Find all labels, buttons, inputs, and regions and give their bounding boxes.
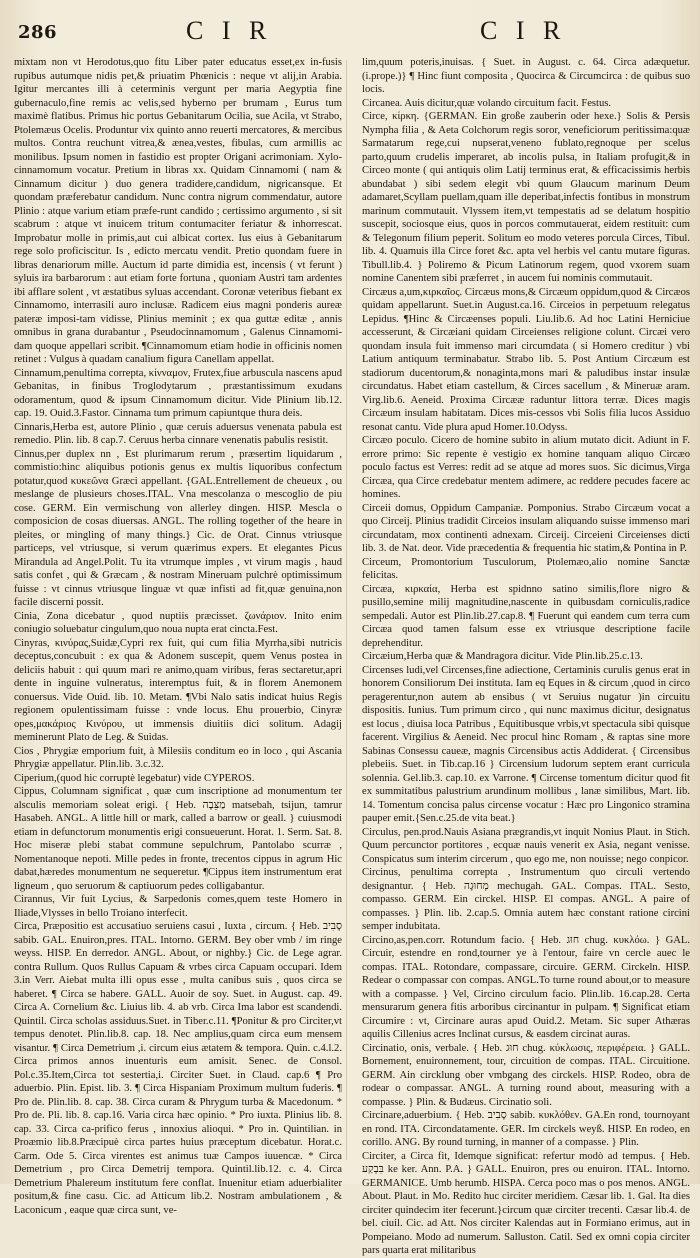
dictionary-entry: Cios , Phrygiæ emporium fuit, à Milesiis conditum eo in loco , qui Ascania Phrygiæ appellatur. Plin.lib. 3.c.32.: [14, 745, 342, 770]
dictionary-entry: Circinare,aduerbium. { Heb. סָבִיב sabib. κυκλόθεν. GA.En rond, tournoyant en rond. ITA. Circondatamente. GER. Im circkels weyß. HISP. En rodeo, en corillo. ANG. By round turning, in manner of a compasse. } Plin.: [362, 1110, 690, 1148]
running-head-left: C I R: [186, 16, 273, 45]
dictionary-entry: Circenses ludi,vel Circenses,fine adiectione, Certaminis curulis genus erat in honorem Consiliorum Dei instituta. Iam eq Eques in & circum ,quod in circo peragerentur,non autem ab ensibus ( vt Seruius nugatur )in circuitu dispositis. Iunius. Tum primum circo , qui nunc maximus dicitur, designatus est locus , diuisa loca Patribus , Equitibusque vrbis,vt spectacula sibi quisque facerent. Virgilius & Aeneid. Nec procul hinc Romam , & raptas sine more Sabinas Consessu caueæ, magnis Circensibus actis Addiderat. { Circensibus plebeiis. Suet. in Tib.cap.16 } Circensium ludorum septem erant curricula solennia. Gel.lib.3. cap.10. ex Varrone. ¶ Circense tomentum dicitur quod fit ex summitatibus palustrium arundinum mollibus , lanæ similibus, Mart. lib. 14. Tomentum concisa palus circense vocatur : Hæc pro Lingonico stramina pauper emit.{Sen.c.25.de vita beat.}: [362, 664, 690, 824]
dictionary-entry: Cippus, Columnam significat , quæ cum inscriptione ad monumentum ter alsculis memoriam soleat erigi. { Heb. מַצֵּבָה matsebah, tsijun, tamrur Hasabeh. ANGL. A little hill or mark, called a barrow or geall. } cuiusmodi etiam in defunctorum monumentis erigi consueuerunt. Horat. 1. Serm. Sat. 8. Hoc miseræ plebi stabat commune sepulchrum, Pantolabo scurræ , Nomentanoque nepoti. Mille pedes in fronte, trecentos cippus in agrum Hic dabat,hæredes monumentum ne sequeretur. ¶Cippus item instrumentum erat ligneum , quo seruorum & captiuorum pedes colligabantur.: [14, 786, 342, 892]
dictionary-entry: Circe, κίρκη. {GERMAN. Ein große zauberin oder hexe.} Solis & Persis Nympha filia , & Aeta Colchorum regis soror, veneficiorum peritissima:quæ Sarmatarum rege,cui nupserat,veneno fublato,regnoque per scelus parto,quum crudelis imperaret, ab incolis pulsa, in Italiam profugit,& in Circeo monte ( qui antiquis olim Latij terminus erat, & efficacissimis herbis abundabat ) sibi sedem elegit vbi quum Glaucum marinum Deum adamaret,Scyllam puellam,quam ille deperibat,infectis fontibus in monstrum marinum commutauit. Vlyssem item,vt tempestatis ad se delatum hospitio suscepit, sociosque eius, quos in porcos commutauerat, eidem restituit: cum & Telegonum filium peperit. Solitum eo modo veteres porcula Circes, Tibul. lib. 4. Quamuis illa Circe foret &c. apta vel herbis vel cantu mutare figuras. Tibull.lib.4. } Poliremo & Picum Latinorum regem, quod vxorem suam nomine Canentem sibi præferret , in aucem fui nominis commutauit.: [362, 111, 690, 284]
dictionary-entry: Circa, Præpositio est accusatiuo seruiens casui , Iuxta , circum. { Heb. סָבִיב sabib. GAL. Enuiron,pres. ITAL. Intorno. GERM. Bey ober vmb / im ringe weyss. HISP. En derredor. ANGL. About, or nighby.} Cic. de Lege agrar. contra Rullum. Quos Rullus Capuam & vrbes circa Capuam occupari. Idem 3.in Verr. Aiebat multa illi opus esse , multa canibus suis , quos circa se haberet. ¶ Circa se habere. GALL. Auoir de soy. Suet. in August. cap. 49. Circa A. Cornelium &c. Liuius lib. 4. ab vrb. Circa Ima labor est scandendi. Quintil. Circa scholas assiduus.Suet. in Tiber.c.11. ¶Ponitur & pro Circiter,vt tempus denotet. Plin.lib.8. cap. 18. Nec amplius,quam circa eum mensem visantur. ¶ Circa Demetrium ,i. circum eius ætatem & tempora. Quin. c.4.l.2. Circa primos annos inuenturis eum amisit. Senec. de Consol. Pol.c.35.Item,Circa tot sestertia,i. Circiter Suet. in Claud. cap.6 ¶ Pro aduerbio. Plin. Epist. lib. 3. ¶ Circa Hispaniam Proximum multum fuderis. ¶ Pro de. Plin.lib. 8. cap. 38. Circa curam & Phrygum turba & Macedonum. * Pro de. Pli. lib. 8. cap.16. Varia circa hæc opinio. * Pro iuxta. Plinius lib. 8. cap. 33. Circa ca-prifico ferus , innoxius alioqui. * Pro in. Quintilian. in Proæmio lib.8.Præcipuè circa partes huius præceptum dicebatur. Horat.c. Carm. Ode 5. Circa virentes est animus tuæ Campos iuuencæ. * Circa Demetrium , pro Circa Demetrij tempora. Quintil.lib.12. c. 4. Circa Demetrium Phalereum institutum fere conflat. Inuenitur etiam aduerbialiter positum,& fine casu. Cic. ad Atticum lib.2. Nostram ambulationem , & Laconicum , eaque quæ circa sunt, ve-: [14, 921, 342, 1216]
column-gutter: [346, 60, 347, 1160]
dictionary-entry: lim,quum poteris,inuisas. { Suet. in August. c. 64. Circa adæquetur. (i.prope.)} ¶ Hinc fiunt composita , Quocirca & Circumcirca : de quibus suo locis.: [362, 57, 690, 95]
right-column: [362, 56, 690, 1256]
dictionary-entry: mixtam non vt Herodotus,quo fitu Liber pater educatus esset,ex in-fusis rupibus autumque nidis pet,& priuatim Phœnicis : neque vt alij,in Arabia. Igitur mercantes illi à ceterminis vergunt per maria Aegyptia fine gubernaculo,fine remis ac velis,sed hyberno per brumam , Eurus tum maximè flatibus. Primus hic portus Gebanitarum Ocilia, sue Acila, vt Strabo, Ptolemæus Ocelis. Produntur vix quinto anno reuerti mercatores, & mercibus multos. Contra reuchunt vitrea,& ænea,vestes, fibulas, cum armillis ac monilibus. Ipsum nomen in fastidio est propter Origani acrimoniam. Xylo-cinnamomum vocatur. Pretium in libras xx. Quidam Cinnamomi ( nam & Cinnamum dicitur ) duo genera tradidere,candidum, nigricansque. Et quondam præferebatur candidum. Nunc contra nigrum commendatur, autore Plinio : atque varium etiam præfe-runt candido ; certissimo argumento , si sit scabrum : atque vt inuicem tritum contumaciter feriatur & inhorrescat. Improbatur molle in primis,aut cui albicat cortex. Ius eius à Gebanitarum rege solo proficiscitur. Is , edicto mercatu vendit. Pretio quondam fuere in libras denariorum mille. Auctum id parte dimidia est, incensis ( vt ferunt ) syluis ira barbarorum : aut etiam forte fortuna , quoniam Austri tam ardentes ibi afflare solent , vt æstatibus syluas accendant. Coronæ veteribus fiebant ex Cinnamomo, interrasili auro inclusæ. Radicem eius magni ponderis aureæ pateræ imposi-tam vidisse, Plinius meminit ; ex qua guttæ editæ , annis omnibus in grana durabantur , Pseudocinnamomum , Galenus Cinnamomi-dam quoque appellari scribit. ¶Cinnamomum etiam hodie in officinis nomen retinet : Vulgus à quadam canalium figura Canellam appellat.: [14, 57, 342, 365]
dictionary-entry: Cinnus,per duplex nn , Est plurimarum rerum , præsertim liquidarum , commistio:hinc aliquibus potionis genus ex multis liquoribus confectum potatur,quod κυκεῶνα Græci appellant. {GAL.Entrellement de cheueux , ou meslange de plusieurs choses.ITAL. Vna mescolanza o mescoglio de piu cose. GERM. Ein vermischung von allerley dingen. HISP. Mescla o composicion de cosas diuersas. ANGL. The rolling together of the heare in pleites, or mingling of many things.} Cic. de Orat. Cinnus vtriusque particeps, vel vtriusque, si verum quærimus expers. Et elegantes Picus Mirandula ad Angel.Polit. Tu ita vtrumque imples , vt virum magis , haud satis confet , qui & Græcam , & nostram Mineruam pulchrè optimissimum fuisse : vt cinnus vtriusque linguæ vt quæ infisti ad fit,quæ genuina,non facile discerni possit.: [14, 448, 342, 608]
dictionary-entry: Circæa, κιρκαία, Herba est spidnno satino similis,flore nigro & pusillo,semine milij magnitudine,nascente in quibusdam corniculis,radice sempedali. Autor est Plin.lib.27.cap.8. ¶ Fuerunt qui eandem cum terra cum Circæa quod tamen falsum esse ex vtriusque descriptione facile deprehenditur.: [362, 583, 690, 649]
dictionary-entry: Circæo poculo. Cicero de homine subito in alium mutato dicit. Adiunt in F. errore primo: Sic repente è vestigio ex homine tanquam aliquo Circæo poculo factus est Verres: redit ad se atque ad mores suos. Sic dicimus,Virga Circæa, qua Circe credebatur mentem adimere, ac reddere pecudes facere ac homines.: [362, 435, 690, 500]
running-head-right: C I R: [480, 16, 567, 45]
dictionary-entry: Circeum, Promontorium Tusculorum, Ptolemæo,alio nomine Sanctæ felicitas.: [362, 556, 690, 581]
page-number: 286: [18, 22, 58, 43]
page-header: [0, 14, 700, 50]
dictionary-entry: Circæium,Herba quæ & Mandragora dicitur. Vide Plin.lib.25.c.13.: [362, 651, 643, 662]
dictionary-entry: Circeii domus, Oppidum Campaniæ. Pomponius. Strabo Circæum vocat a quo Circeij. Plinius tradidit Circeios insulam aliquando suisse immenso mari circundatam, mox continenti adnexam. Circeij. Circeieni Circeienses dicti lib. 3. de Nat. deor. Vide præcedentia & frequentia hic statim,& Pontina in P.: [362, 502, 690, 554]
dictionary-entry: Circulus, pen.prod.Nauis Asiana prægrandis,vt inquit Nonius Plaut. in Stich. Quum percunctor portitores , ecquæ nauis venerit ex Asia, negant venisse. Conspicatus sum interim circerum , quo ego me, non nouisse; nego conpicor.: [362, 826, 690, 865]
dictionary-entry: Circiter, a Circa fit, Idemque significat: refertur modò ad tempus. { Heb. בִּבְקַע ke ker. Ann. P.A. } GALL. Enuiron, pres ou enuiron. ITAL. Intorno. GERMANICE. Umb herumb. HISPA. Cerca poco mas o pos menos. ANGL. About. Plaut. in Mo. Redito huc circiter meridiem. Cæsar lib. 1. Gal. Ita dies circiter quindecim iter fecerunt.}circum quæ circiter trecenti. Cæsar lib.4. de bel. ciuil. Cic. ad Att. Nos circiter Kalendas aut in Formiano erimus, aut in Pompeiano. Modo ad numerum. Salluston. Catil. Sed ex omni copia circiter pars quarta erat militaribus: [362, 1150, 690, 1256]
dictionary-entry: Cinnaris,Herba est, autore Plinio , quæ ceruis aduersus venenata pabula est remedio. Plin. lib. 8 cap.7. Ceruus herba cinnare venenatis pabulis resistit.: [14, 421, 342, 446]
dictionary-entry: Circæus a,um,κιρκαῖος. Circæus mons,& Circæum oppidum,quod & Circæos quidam appellarunt. Suet.in August.ca.16. Circeios in perpetuum relegatus Lepidus. ¶Hinc & Circæenses populi. Liu.lib.6. Ad hoc Latini Herniciue accesserunt, & Circæiani quidam Circeienses religione colunt. Circæi vero quondam insula fuit immenso mari circumdata ( si Homero creditur ) vbi Latium antiquum terminabatur. Strabo lib. 5. Post Antium Circæum est stadiorum ducentorum,& nonaginta,mons mari & paludibus instar insulæ circundatus. Habet etiam castellum, & Circes sacellum , & Mineruæ aram. Virg.lib.6. Aeneid. Proxima Circææ raduntur littora terræ. Dices magis Circæum insulam habitatam. Dices mis-cessos vbi Solis filia lucos Assiduo resonat cantu. Vide plura apud Homer.10.Odyss.: [362, 286, 690, 433]
dictionary-entry: Circino,as,pen.corr. Rotundum facio. { Heb. חוּג chug. κυκλόω. } GAL. Circuir, estendre en rond,tourner ye à l'entour, faire vn cercle auec le compas. ITAL. Rotondare, compassare, circuire. GERM. Circkeln. HISP. Redear o compassar con compas. ANGL.To turne round about,or to measure with a compasse. } Vel, Circino circulum facio. Plin.lib. 16.cap.28. Certa mensurarum genera fitis arboribus circinantur in pulpam. ¶ Significat etiam Circumire : vt, Circinare auras apud Ouid.2. Metam. Sic super Athæras aquilis Cillenius acres Inclinat cursus, & easdem circinat auras.: [362, 934, 690, 1040]
dictionary-entry: Cirannus, Vir fuit Lycius, & Sarpedonis comes,quem teste Homero in Iliade,Vlysses in bello Troiano interfecit.: [14, 894, 342, 919]
dictionary-entry: Cinyras, κινύρας,Suidæ,Cypri rex fuit, qui cum filia Myrrha,sibi nutricis deceptus,concubuit : ex qua & Adonem suscepit, quem Venus postea in deliciis habuit : qui quum mari re animo,quam viribus, feras sectaretur,apri dente in inguine vulneratus, interemptus fuit, & in florem Anemonem conuersus. Vide Ouid. lib. 10. Metam. ¶Vbi Nalo satis indicat huius Regis regionem opulentissimam fuisse : vnde locus. Ehu prouerbio, Cinyræ opes,μακάριος Κινύρου, ut immensis diuitiis dici solitum. Adagij meminerunt Plato de Leg. & Suidas.: [14, 637, 342, 743]
dictionary-entry: Cinia, Zona dicebatur , quod nuptiis præcisset. ζωνάριον. Inito enim coniugio soluebatur cingulum,quo noua nupta erat cincta.Fest.: [14, 610, 342, 635]
dictionary-entry: Ciperium,(quod hic corruptè legebatur) vide CYPEROS.: [14, 772, 255, 784]
left-column: [14, 56, 342, 1216]
dictionary-entry: Circinus, penultima correpta , Instrumentum quo circuli vertendo designantur. { Heb. מְחוּגָה mechugah. GAL. Compas. ITAL. Sesto, compasso. GERM. Ein circkel. HISP. El compas. ANGL. A paire of compasses. } Plin. lib. 2.cap.5. Omnia autem hæc constant ratione circini semper indubitata.: [362, 867, 690, 932]
dictionary-entry: Circinatio, onis, verbale. { Heb. חוּג chug. κύκλωσις, περιφέρεια. } GALL. Bornement, enuironnement, tour, circuition de compas. ITAL. Circuitione. GERM. Ain circklung ober vmbgang des circkels. HISP. Rodeo, obra de rodear o compassar. ANGL. A turning round about, measuring with a compasse. } Plin. & Budæus. Circinatio soli.: [362, 1042, 690, 1108]
dictionary-entry: Cinnamum,penultima correpta, κίνναμον, Frutex,fiue arbuscula nascens apud Gebanitas, in finibus Troglodytarum , præstantissimum exudans odoramentum, quod & ipsum Cinnamomum dicitur. Vide Plinium lib.12. cap. 19. Ouid.3.Fastor. Cinnama tum primum capiuntque thura deis.: [14, 367, 342, 419]
dictionary-entry: Circanea. Auis dicitur,quæ volando circuitum facit. Festus.: [362, 97, 612, 109]
